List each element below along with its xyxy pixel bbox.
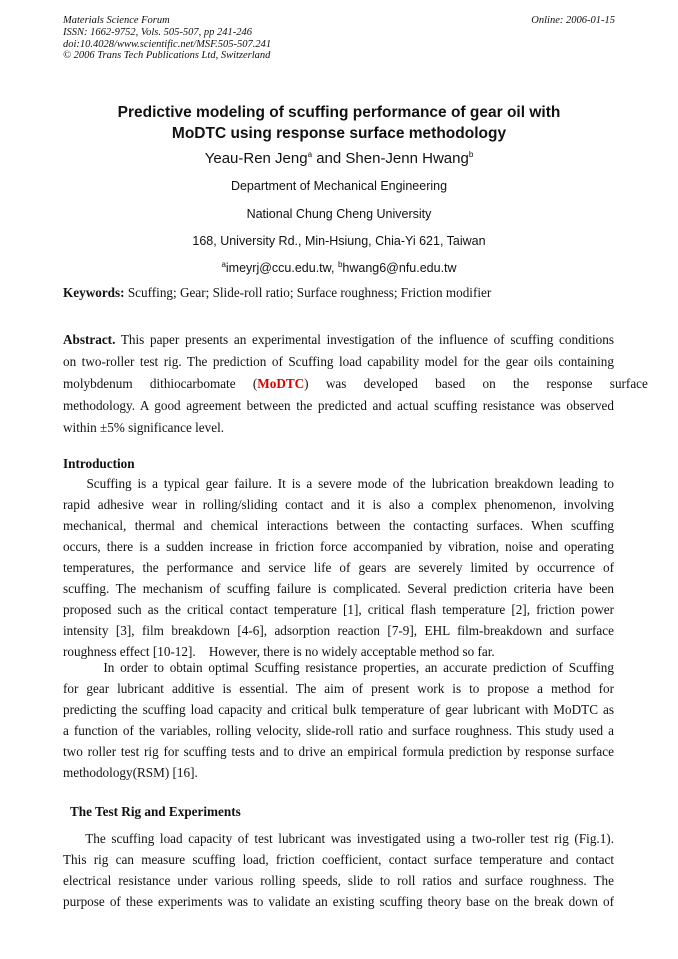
journal-info — [63, 15, 271, 62]
text-line: mechanical, thermal and chemical interactions between the contacting surfaces. When scuffing — [63, 518, 614, 533]
text-line: a function of the variables, rolling velocity, slide-roll ratio and surface roughness. This study used a — [63, 723, 614, 738]
section-heading: Introduction — [63, 456, 135, 471]
text-line: for gear lubricant additive is essential. The aim of present work is to propose a method for — [63, 681, 614, 696]
text-line: occurs, there is a sudden increase in friction force accompanied by vibration, noise and operating — [63, 539, 614, 554]
email[interactable]: imeyrj@ccu.edu.tw, — [225, 261, 338, 276]
doi: doi:10.4028/www.scientific.net/MSF.505-507.241 — [63, 38, 272, 50]
department: Department of Mechanical Engineering — [230, 179, 448, 193]
abstract-line: methodology. A good agreement between the predicted and actual scuffing resistance was observed — [63, 398, 614, 413]
text-line: purpose of these experiments was to validate an existing scuffing theory base on the break down of — [63, 894, 614, 909]
author-sup: a — [307, 150, 313, 159]
text-line: rapid adhesive wear in rolling/sliding contact and it is also a complex phenomenon, involving — [63, 497, 614, 512]
author-sup: b — [468, 150, 474, 159]
text-line: electrical resistance under various rolling speeds, slide to roll ratios and surface roughness. The — [63, 873, 614, 888]
address: 168, University Rd., Min-Hsiung, Chia-Yi 621, Taiwan — [192, 234, 486, 248]
keywords-text: Scuffing; Gear; Slide-roll ratio; Surface roughness; Friction modifier — [124, 285, 492, 300]
abstract-line: molybdenum dithiocarbomate ( — [63, 376, 258, 391]
keywords — [63, 285, 614, 301]
text-line: two roller test rig for scuffing tests and to drive an empirical formula prediction by response surface — [63, 744, 614, 759]
intro-paragraph-2 — [63, 657, 614, 783]
text-line: This rig can measure scuffing load, friction coefficient, contact surface temperature and contact — [63, 852, 614, 867]
text-line: proposed such as the critical contact temperature [1], critical flash temperature [2], friction power — [63, 602, 614, 617]
text-line: The scuffing load capacity of test lubricant was investigated using a two-roller test rig (Fig.1). — [63, 831, 614, 846]
author: Yeau-Ren Jeng — [204, 150, 308, 167]
abstract-line: on two-roller test rig. The prediction of Scuffing load capability model for the gear oils containing — [63, 354, 614, 369]
emails — [0, 260, 678, 275]
abstract — [63, 329, 648, 439]
title-line: MoDTC using response surface methodology — [171, 125, 507, 142]
abstract-line: ) was developed based on the response surface — [304, 376, 648, 391]
paper-title — [0, 102, 678, 144]
text-line: In order to obtain optimal Scuffing resistance properties, an accurate prediction of Scuffing — [63, 660, 614, 675]
text-line: scuffing. The mechanism of scuffing failure is complicated. Several prediction criteria have been — [63, 581, 614, 596]
test-rig-paragraph — [63, 828, 614, 912]
text-line: roughness effect [10-12]. However, there is no widely acceptable method so far. — [63, 644, 495, 659]
abstract-line: within ±5% significance level. — [63, 420, 225, 435]
journal-name: Materials Science Forum — [63, 15, 170, 26]
online-date: Online: 2006-01-15 — [531, 15, 615, 26]
author: and Shen-Jenn Hwang — [312, 150, 469, 167]
keywords-label: Keywords: — [63, 285, 125, 300]
abstract-label: Abstract. — [63, 332, 116, 347]
abstract-line: This paper presents an experimental investigation of the influence of scuffing conditions — [115, 332, 614, 347]
authors — [0, 150, 678, 167]
intro-paragraph-1 — [63, 473, 614, 662]
text-line: predicting the scuffing load capacity and critical bulk temperature of gear lubricant with MoDTC as — [63, 702, 614, 717]
section-heading: The Test Rig and Experiments — [70, 804, 241, 819]
university: National Chung Cheng University — [246, 207, 432, 221]
text-line: intensity [3], film breakdown [4-6], adsorption reaction [7-9], EHL film-breakdown and surface — [63, 623, 614, 638]
text-line: methodology(RSM) [16]. — [63, 765, 198, 780]
text-line: Scuffing is a typical gear failure. It is a severe mode of the lubrication breakdown leading to — [63, 476, 614, 491]
email[interactable]: hwang6@nfu.edu.tw — [342, 261, 457, 276]
title-line: Predictive modeling of scuffing performance of gear oil with — [117, 104, 561, 121]
modtc-highlight: MoDTC — [257, 376, 305, 391]
issn: ISSN: 1662-9752, Vols. 505-507, pp 241-246 — [63, 26, 252, 38]
email-sup: a — [221, 260, 226, 269]
email-sup: b — [337, 260, 343, 269]
text-line: temperatures, the performance and service life of gears are severely limited by occurrence of — [63, 560, 614, 575]
copyright: © 2006 Trans Tech Publications Ltd, Switzerland — [63, 50, 271, 62]
